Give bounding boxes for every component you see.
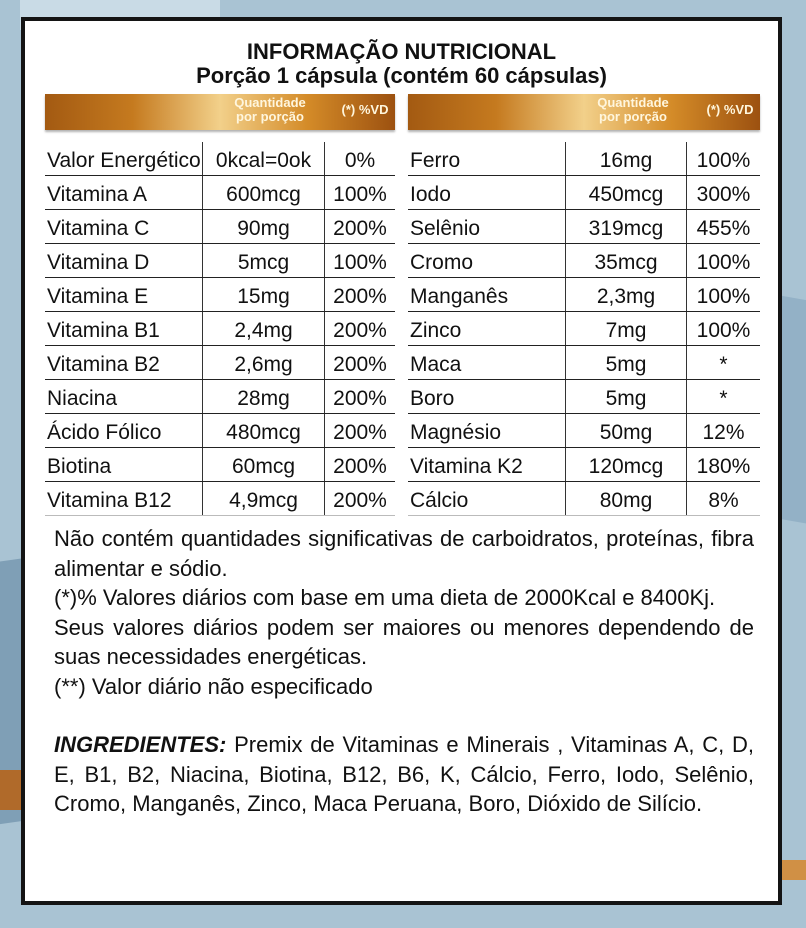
nutrient-vd: 100%: [696, 149, 751, 172]
table-row: [408, 312, 760, 346]
nutrient-quantity: 16mg: [565, 142, 687, 175]
nutrient-name: Vitamina B1: [47, 319, 160, 342]
nutrient-vd: 8%: [708, 489, 739, 512]
table-row: [45, 142, 395, 176]
nutrient-name: Manganês: [410, 285, 509, 308]
nutrient-quantity: 4,9mcg: [202, 482, 325, 515]
nutrient-name: Valor Energético: [47, 149, 201, 172]
table-row: [45, 278, 395, 312]
nutrient-quantity: 60mcg: [202, 448, 325, 481]
nutrition-table-right: [408, 94, 760, 516]
nutrient-name: Cromo: [410, 251, 474, 274]
portion-subtitle: Porção 1 cápsula (contém 60 cápsulas): [196, 63, 607, 88]
table-header: [408, 94, 760, 130]
nutrient-name: Selênio: [410, 217, 481, 240]
nutrient-quantity: 5mg: [565, 346, 687, 379]
nutrient-vd: 100%: [696, 319, 751, 342]
nutrient-vd: *: [719, 353, 728, 376]
nutrition-table-left: [45, 94, 395, 516]
table-header: [45, 94, 395, 130]
table-row: [408, 380, 760, 414]
nutrient-quantity: 15mg: [202, 278, 325, 311]
nutrient-quantity: 80mg: [565, 482, 687, 515]
nutrient-quantity: 120mcg: [565, 448, 687, 481]
notes-section: [54, 524, 754, 819]
table-row: [45, 312, 395, 346]
nutrient-vd: 200%: [333, 285, 387, 308]
header-vd: (*) %VD: [706, 102, 754, 117]
header-quantity-line2: por porção: [236, 109, 304, 124]
table-row: [45, 414, 395, 448]
table-row: [45, 346, 395, 380]
nutrient-quantity: 5mg: [565, 380, 687, 413]
nutrient-quantity: 2,3mg: [565, 278, 687, 311]
header-quantity: [578, 96, 688, 124]
table-rows: [45, 142, 395, 516]
header-quantity-line1: Quantidade: [234, 95, 306, 110]
nutrient-vd: 100%: [333, 183, 387, 206]
nutrient-name: Vitamina C: [47, 217, 150, 240]
nutrient-name: Vitamina A: [47, 183, 148, 206]
table-row: [45, 380, 395, 414]
note-unspecified: (**) Valor diário não especificado: [54, 673, 373, 699]
nutrient-vd: 300%: [696, 183, 751, 206]
nutrient-name: Zinco: [410, 319, 462, 342]
nutrient-vd: 12%: [702, 421, 745, 444]
nutrient-vd: 100%: [696, 251, 751, 274]
table-row: [45, 210, 395, 244]
nutrient-name: Ferro: [410, 149, 461, 172]
table-row: [408, 448, 760, 482]
nutrient-quantity: 319mcg: [565, 210, 687, 243]
nutrient-vd: 100%: [696, 285, 751, 308]
nutrient-name: Cálcio: [410, 489, 469, 512]
table-row: [408, 210, 760, 244]
spacer: [54, 701, 754, 730]
nutrient-name: Iodo: [410, 183, 451, 206]
ingredients-label: INGREDIENTES:: [54, 732, 227, 757]
nutrition-label-panel: [21, 17, 782, 905]
nutrient-quantity: 90mg: [202, 210, 325, 243]
nutrient-quantity: 35mcg: [565, 244, 687, 277]
header-quantity-line1: Quantidade: [597, 95, 669, 110]
table-row: [408, 278, 760, 312]
table-row: [408, 176, 760, 210]
ingredients-text: Premix de Vitaminas e Minerais , Vitaminas A, C, D, E, B1, B2, Niacina, Biotina, B12, B6, K, Cálcio, Ferro, Iodo, Selênio, Cromo, Manganês, Zinco, Maca Peruana, Boro, Dióxido de Silício.: [54, 732, 754, 816]
nutrient-vd: 200%: [333, 489, 387, 512]
nutrient-name: Maca: [410, 353, 462, 376]
table-row: [45, 176, 395, 210]
table-row: [408, 244, 760, 278]
nutrient-name: Ácido Fólico: [47, 421, 162, 444]
nutrient-name: Magnésio: [410, 421, 502, 444]
nutrient-name: Vitamina K2: [410, 455, 523, 478]
note-energy-needs: Seus valores diários podem ser maiores ou menores dependendo de suas necessidades energéticas.: [54, 614, 754, 669]
nutrient-vd: 200%: [333, 387, 387, 410]
note-not-significant: Não contém quantidades significativas de carboidratos, proteínas, fibra alimentar e sódio.: [54, 526, 754, 581]
nutrient-name: Vitamina D: [47, 251, 150, 274]
nutrient-quantity: 2,4mg: [202, 312, 325, 345]
nutrient-quantity: 5mcg: [202, 244, 325, 277]
nutrient-vd: 180%: [696, 455, 751, 478]
table-row: [408, 482, 760, 516]
nutrient-vd: 200%: [333, 421, 387, 444]
nutrient-vd: 0%: [344, 149, 376, 172]
nutrient-vd: 200%: [333, 319, 387, 342]
nutrient-quantity: 480mcg: [202, 414, 325, 447]
nutrient-quantity: 50mg: [565, 414, 687, 447]
label-title: INFORMAÇÃO NUTRICIONAL: [246, 39, 557, 64]
nutrient-vd: 200%: [333, 353, 387, 376]
header-quantity-line2: por porção: [599, 109, 667, 124]
nutrient-quantity: 0kcal=0ok: [202, 142, 325, 175]
nutrient-quantity: 28mg: [202, 380, 325, 413]
nutrient-name: Niacina: [47, 387, 118, 410]
nutrient-name: Vitamina E: [47, 285, 149, 308]
nutrient-vd: *: [719, 387, 728, 410]
nutrient-quantity: 2,6mg: [202, 346, 325, 379]
nutrient-vd: 200%: [333, 217, 387, 240]
nutrient-vd: 200%: [333, 455, 387, 478]
table-row: [45, 448, 395, 482]
nutrient-quantity: 7mg: [565, 312, 687, 345]
note-daily-values: (*)% Valores diários com base em uma dieta de 2000Kcal e 8400Kj.: [54, 585, 716, 610]
table-row: [408, 414, 760, 448]
table-row: [45, 244, 395, 278]
nutrient-name: Vitamina B2: [47, 353, 160, 376]
nutrient-name: Vitamina B12: [47, 489, 172, 512]
nutrient-quantity: 450mcg: [565, 176, 687, 209]
nutrient-name: Boro: [410, 387, 455, 410]
nutrient-vd: 455%: [696, 217, 751, 240]
table-row: [408, 142, 760, 176]
header-vd: (*) %VD: [341, 102, 389, 117]
ingredients: [54, 730, 754, 819]
table-rows: [408, 142, 760, 516]
nutrient-name: Biotina: [47, 455, 112, 478]
table-row: [45, 482, 395, 516]
nutrient-vd: 100%: [333, 251, 387, 274]
table-row: [408, 346, 760, 380]
header-quantity: [215, 96, 325, 124]
nutrient-quantity: 600mcg: [202, 176, 325, 209]
